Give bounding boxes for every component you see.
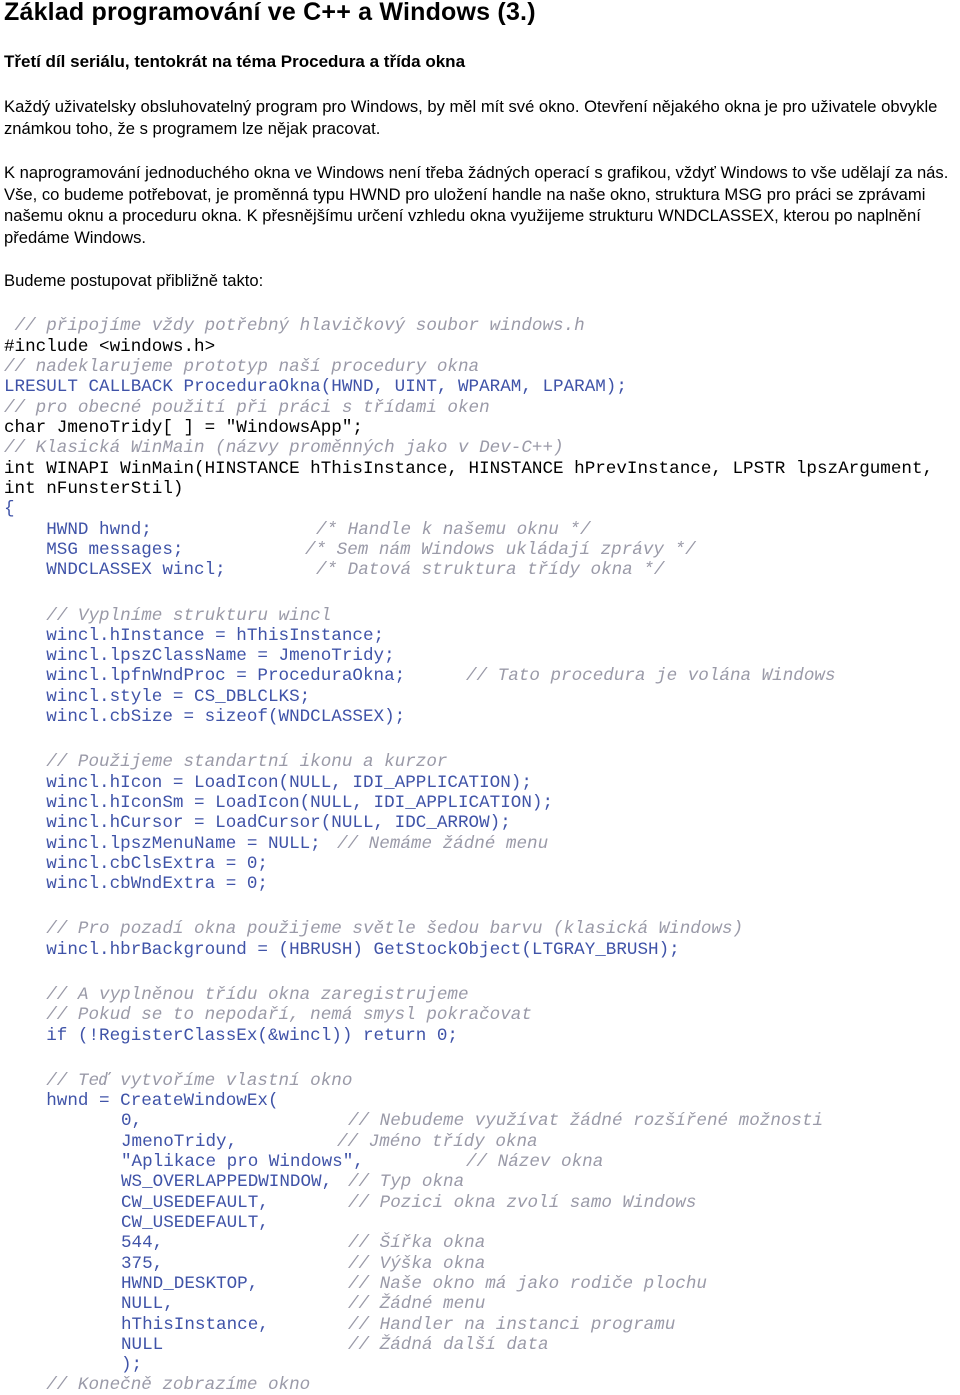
code-line: WNDCLASSEX wincl; bbox=[4, 560, 226, 580]
code-comment: // Jméno třídy okna bbox=[337, 1132, 538, 1152]
code-comment: // připojíme vždy potřebný hlavičkový soubor windows.h bbox=[4, 316, 585, 336]
code-line: HWND hwnd; bbox=[4, 520, 152, 540]
code-line: wincl.lpfnWndProc = ProceduraOkna; bbox=[4, 666, 406, 686]
code-line: wincl.cbClsExtra = 0; bbox=[4, 854, 268, 874]
code-comment: // pro obecné použití při práci s třídami oken bbox=[4, 398, 490, 418]
explanation-paragraph: K naprogramování jednoduchého okna ve Windows není třeba žádných operací s grafikou, vždyť Windows to vše udělají za nás. Vše, co budeme potřebovat, je proměnná typu HWND pro uložení handle na naše okno, struktura MSG pro práci se zprávami našemu oknu a proceduru okna. K přesnějšímu určení vzhledu okna využijeme strukturu WNDCLASSEX, kterou po naplnění předáme Windows. bbox=[4, 163, 949, 247]
code-comment: // Použijeme standartní ikonu a kurzor bbox=[4, 752, 448, 772]
code-line: #include <windows.h> bbox=[4, 337, 216, 357]
code-comment: // Typ okna bbox=[348, 1172, 465, 1192]
code-comment: /* Sem nám Windows ukládají zprávy */ bbox=[305, 540, 696, 560]
code-comment: // Klasická WinMain (názvy proměnných jako v Dev-C++) bbox=[4, 438, 564, 458]
code-comment: // Nebudeme využívat žádné rozšířené možnosti bbox=[348, 1111, 824, 1131]
code-line: wincl.hIcon = LoadIcon(NULL, IDI_APPLICATION); bbox=[4, 773, 532, 793]
code-line: HWND_DESKTOP, bbox=[121, 1274, 259, 1294]
code-comment: // Šířka okna bbox=[348, 1233, 486, 1253]
intro-paragraph: Každý uživatelsky obsluhovatelný program pro Windows, by měl mít své okno. Otevření nějakého okna je pro uživatele obvykle známkou toho, že s programem lze nějak pracovat. bbox=[4, 97, 938, 138]
code-line: int WINAPI WinMain(HINSTANCE hThisInstance, HINSTANCE hPrevInstance, LPSTR lpszArgument, bbox=[4, 459, 934, 479]
code-comment: // Pozici okna zvolí samo Windows bbox=[348, 1193, 697, 1213]
article-title: Základ programování ve C++ a Windows (3.) bbox=[4, 0, 536, 26]
code-comment: /* Datová struktura třídy okna */ bbox=[316, 560, 665, 580]
code-comment: // Pro pozadí okna použijeme světle šedou barvu (klasická Windows) bbox=[4, 919, 744, 939]
code-line: char JmenoTridy[ ] = "WindowsApp"; bbox=[4, 418, 363, 438]
code-comment: /* Handle k našemu oknu */ bbox=[316, 520, 591, 540]
code-comment: // Výška okna bbox=[348, 1254, 486, 1274]
code-comment: // Handler na instanci programu bbox=[348, 1315, 676, 1335]
code-comment: // Žádné menu bbox=[348, 1294, 486, 1314]
code-comment: // Konečně zobrazíme okno bbox=[4, 1375, 311, 1395]
code-comment: // Žádná další data bbox=[348, 1335, 549, 1355]
code-comment: // A vyplněnou třídu okna zaregistrujeme bbox=[4, 985, 469, 1005]
code-line: hwnd = CreateWindowEx( bbox=[4, 1091, 279, 1111]
code-line: 0, bbox=[121, 1111, 143, 1131]
code-line: wincl.hInstance = hThisInstance; bbox=[4, 626, 385, 646]
code-line: NULL bbox=[121, 1335, 164, 1355]
code-comment: // Nemáme žádné menu bbox=[337, 834, 549, 854]
code-comment: // Pokud se to nepodaří, nemá smysl pokračovat bbox=[4, 1005, 532, 1025]
code-line: { bbox=[4, 499, 15, 519]
code-comment: // Název okna bbox=[466, 1152, 604, 1172]
code-line: wincl.hCursor = LoadCursor(NULL, IDC_ARROW); bbox=[4, 813, 511, 833]
code-line: NULL, bbox=[121, 1294, 174, 1314]
code-line: wincl.cbSize = sizeof(WNDCLASSEX); bbox=[4, 707, 406, 727]
code-line: wincl.style = CS_DBLCLKS; bbox=[4, 687, 311, 707]
code-line: 375, bbox=[121, 1254, 164, 1274]
code-comment: // Naše okno má jako rodiče plochu bbox=[348, 1274, 707, 1294]
code-line: JmenoTridy, bbox=[121, 1132, 238, 1152]
code-line: ); bbox=[121, 1355, 143, 1375]
code-line: if (!RegisterClassEx(&wincl)) return 0; bbox=[4, 1026, 458, 1046]
code-comment: // nadeklarujeme prototyp naší procedury okna bbox=[4, 357, 480, 377]
code-line: wincl.lpszClassName = JmenoTridy; bbox=[4, 646, 395, 666]
code-line: wincl.lpszMenuName = NULL; bbox=[4, 834, 321, 854]
code-comment: // Teď vytvoříme vlastní okno bbox=[4, 1071, 353, 1091]
code-line: hThisInstance, bbox=[121, 1315, 269, 1335]
code-line: CW_USEDEFAULT, bbox=[121, 1213, 269, 1233]
code-comment: // Vyplníme strukturu wincl bbox=[4, 606, 332, 626]
article-subtitle: Třetí díl seriálu, tentokrát na téma Procedura a třída okna bbox=[4, 52, 466, 71]
code-line: CW_USEDEFAULT, bbox=[121, 1193, 269, 1213]
code-line: MSG messages; bbox=[4, 540, 184, 560]
code-comment: // Tato procedura je volána Windows bbox=[466, 666, 836, 686]
code-line: WS_OVERLAPPEDWINDOW, bbox=[121, 1172, 333, 1192]
code-line: wincl.hIconSm = LoadIcon(NULL, IDI_APPLICATION); bbox=[4, 793, 554, 813]
code-line: 544, bbox=[121, 1233, 164, 1253]
code-line: wincl.cbWndExtra = 0; bbox=[4, 874, 268, 894]
code-line: int nFunsterStil) bbox=[4, 479, 184, 499]
code-line: wincl.hbrBackground = (HBRUSH) GetStockObject(LTGRAY_BRUSH); bbox=[4, 940, 680, 960]
code-line: "Aplikace pro Windows", bbox=[121, 1152, 364, 1172]
code-line: LRESULT CALLBACK ProceduraOkna(HWND, UINT, WPARAM, LPARAM); bbox=[4, 377, 627, 397]
procedure-intro-paragraph: Budeme postupovat přibližně takto: bbox=[4, 271, 264, 290]
